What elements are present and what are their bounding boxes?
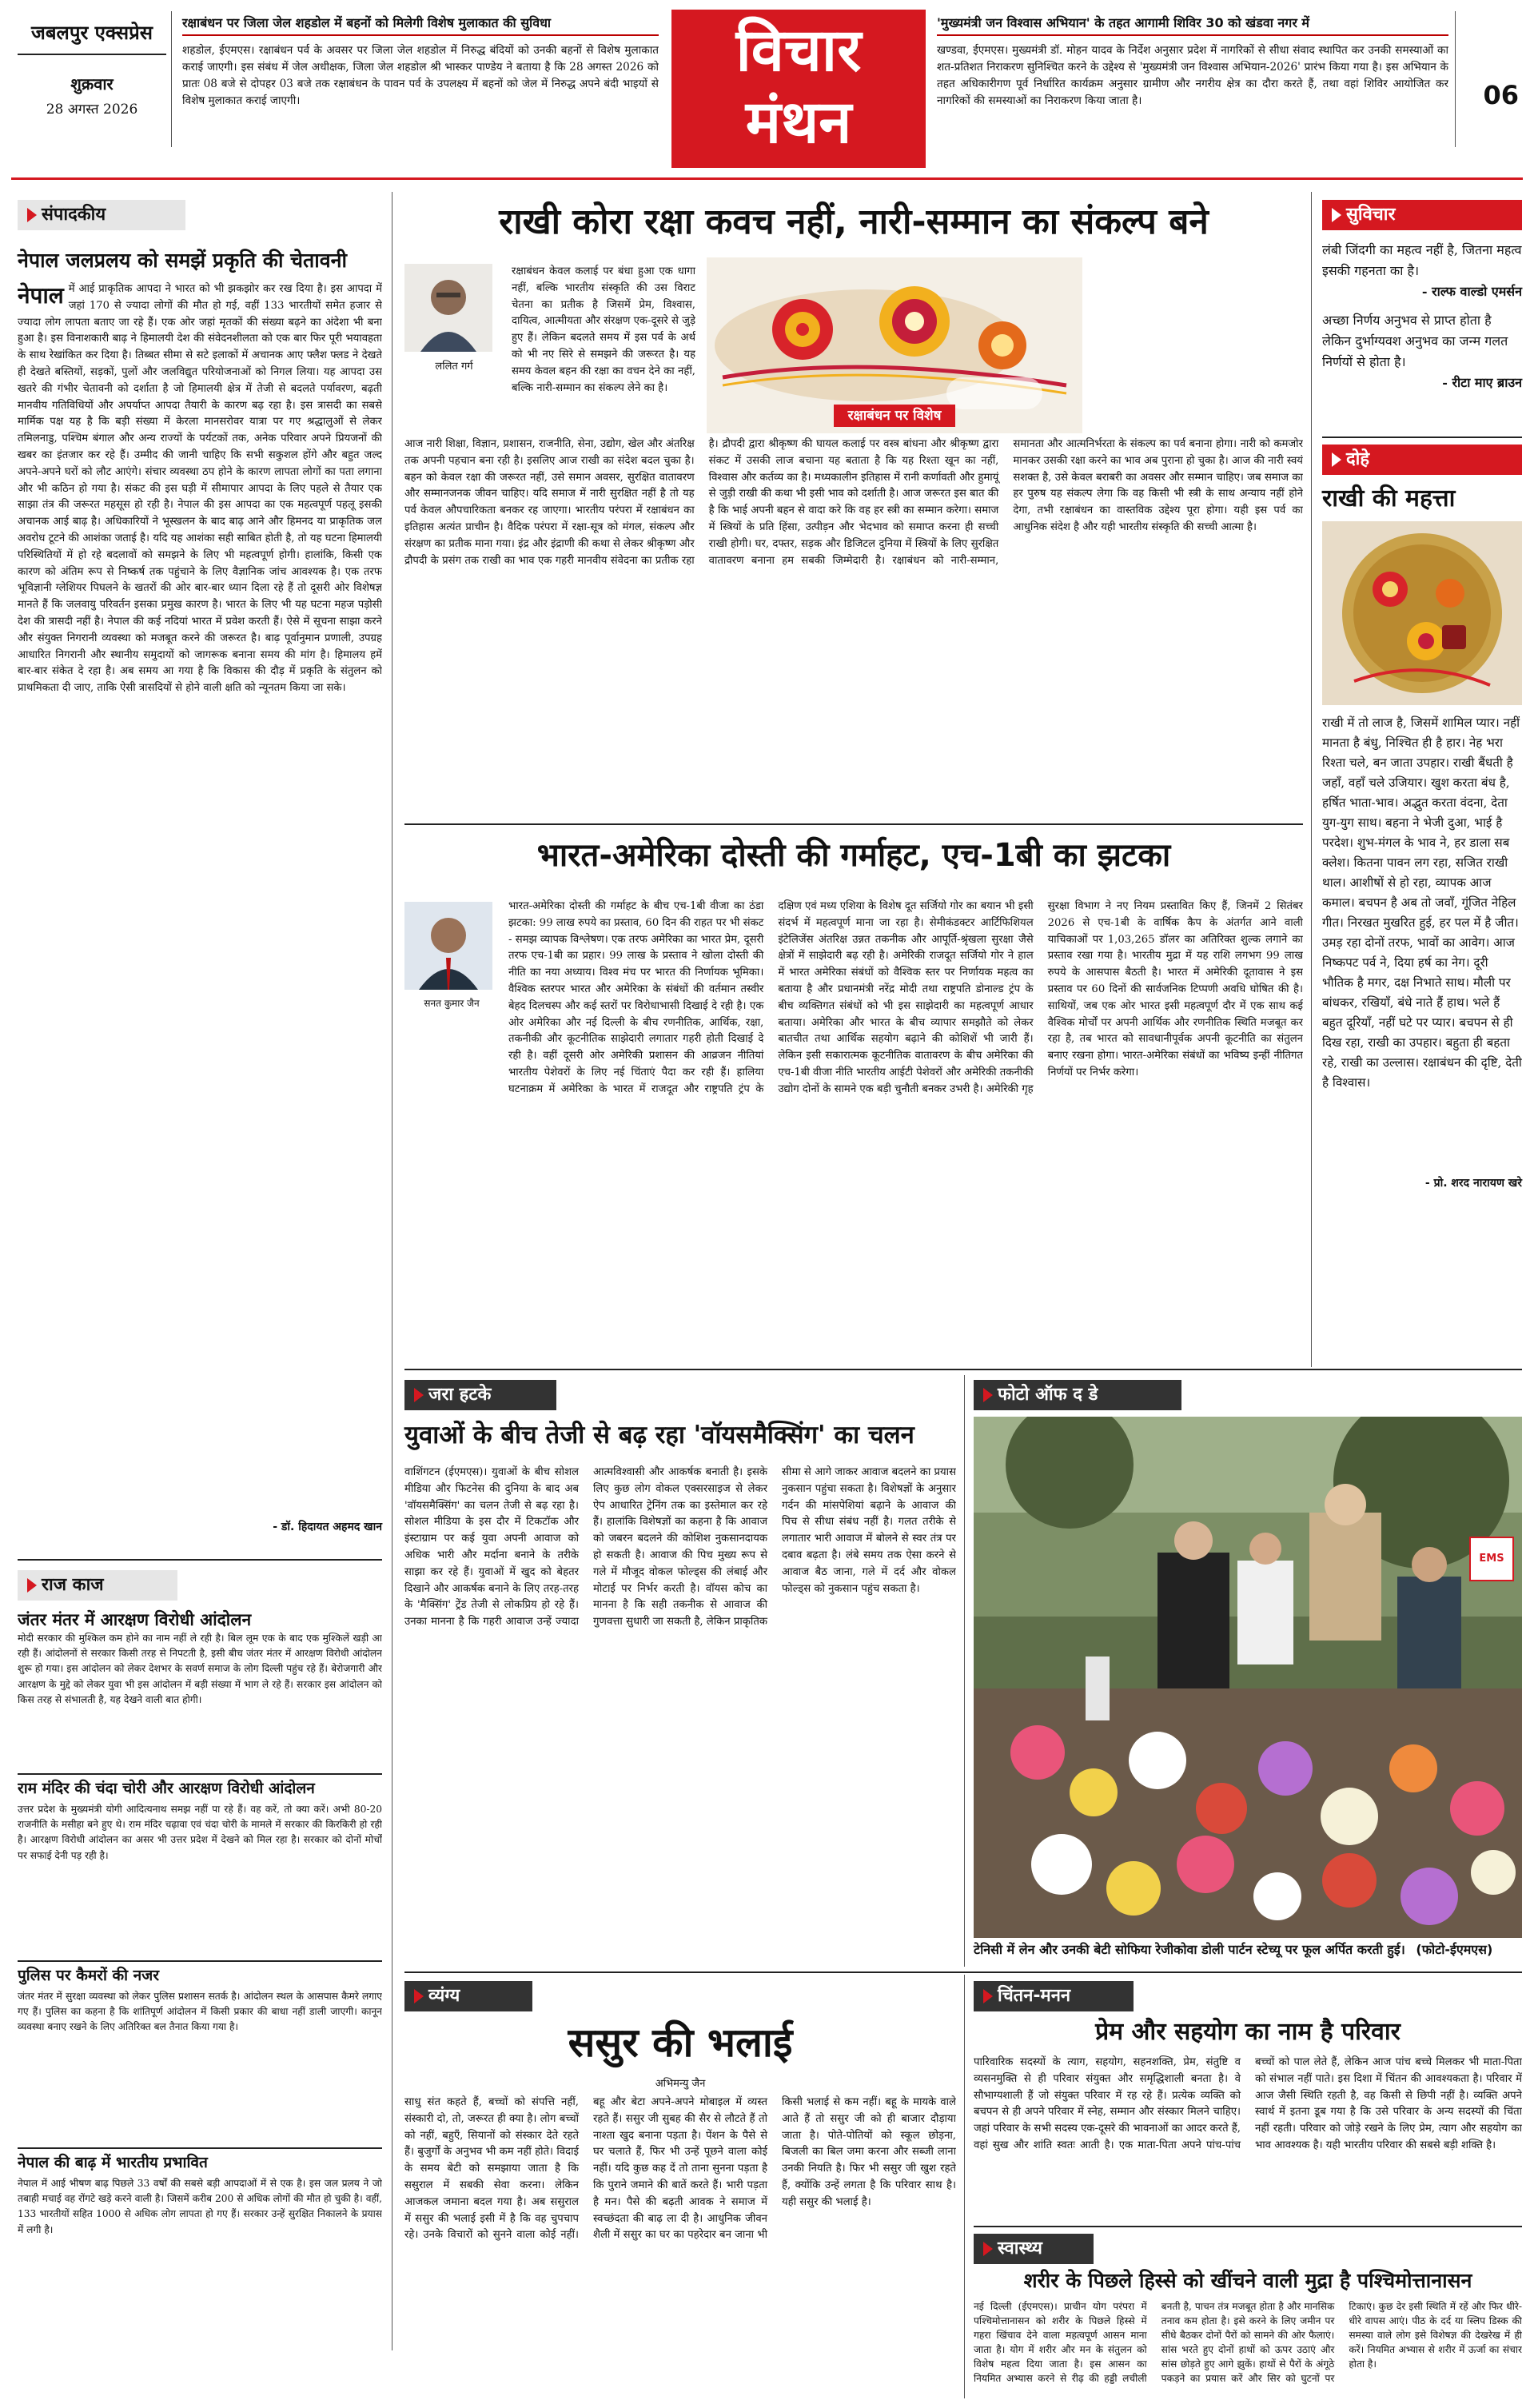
rakhi-body: आज नारी शिक्षा, विज्ञान, प्रशासन, राजनीति, सेना, उद्योग, खेल और अंतरिक्ष तक अपनी पहचान बना रही है। इसलिए आज राखी का संदेश बदल चुका है। बहन को केवल रक्षा की जरूरत नहीं, उसे समान अवसर, सुरक्षित वातावरण और सम्मानजनक जीवन चाहिए। यदि समाज में नारी सुरक्षित नहीं है तो यह पर्व केवल औपचारिकता बनकर रह जाएगा। भारतीय परंपरा में रक्षाबंधन का इतिहास अत्यंत प्राचीन है। वैदिक परंपरा में रक्षा-सूत्र को मंगल, संकल्प और संरक्षण का प्रतीक माना गया। इंद्र और इंद्राणी की कथा से लेकर श्रीकृष्ण और द्रौपदी के प्रसंग तक राखी का भाव एक गहरी मानवीय संवेदना का प्रतीक रहा है। द्रौपदी द्वारा श्रीकृष्ण की घायल कलाई पर वस्त्र बांधना और श्रीकृष्ण द्वारा संकट में उसकी लाज बचाना यह बताता है कि यह रिश्ता खून का नहीं, विश्वास और कर्तव्य का है। मध्यकालीन इतिहास में रानी कर्णावती और हुमायूं से जुड़ी राखी की कथा भी इसी भाव को दर्शाती है। आज जरूरत इस बात की है कि भाई अपनी बहन से वादा करे कि वह हर स्त्री का सम्मान करेगा। समाज में स्त्रियों के प्रति हिंसा, उत्पीड़न और भेदभाव को समाप्त करना ही सच्ची राखी होगी। घर, दफ्तर, सड़क और डिजिटल दुनिया में स्त्रियों के लिए सुरक्षित वातावरण बनाना हम सबकी जिम्मेदारी है। रक्षाबंधन को नारी-सम्मान, समानता और आत्मनिर्भरता के संकल्प का पर्व बनाना होगा। नारी को कमजोर मानकर उसकी रक्षा करने का भाव अब पुराना हो चुका है। आज की नारी स्वयं सशक्त है, उसे केवल बराबरी का अवसर और सम्मान चाहिए। जब समाज का हर पुरुष यह संकल्प लेगा कि वह किसी भी स्त्री के साथ अन्याय नहीं होने देगा, तभी रक्षाबंधन का वास्तविक उद्देश्य पूरा होगा। यही इस पर्व का आधुनिक संदेश है और यही भारतीय संस्कृति की सच्ची आत्मा है। xyxy=(404,438,1303,567)
h1b-body: भारत-अमेरिका दोस्ती की गर्माहट के बीच एच-1बी वीजा का ठंडा झटका: 99 लाख रुपये का प्रस्ताव, 60 दिन की राहत पर भी संकट - समझ व्यापक विश्लेषण। एक तरफ अमेरिका का भारत प्रेम, दूसरी तरफ एच-1बी का प्रहार। 99 लाख के प्रस्ताव ने खोला दोस्ती की नीति का नया अध्याय। विश्व मंच पर भारत की निर्णायक भूमिका। वैश्विक स्तरपर भारत और अमेरिका के संबंधों की वर्तमान तस्वीर बेहद दिलचस्प और कई स्तरों पर विरोधाभासी दिखाई दे रही है। एक ओर अमेरिका और नई दिल्ली के बीच रणनीतिक, आर्थिक, रक्षा, तकनीकी और कूटनीतिक साझेदारी लगातार गहरी होती दिखाई दे रही है। वहीं दूसरी ओर अमेरिकी प्रशासन की आव्रजन नीतियां भारतीय पेशेवरों के लिए नई चिंताएं पैदा कर रही हैं। हालिया घटनाक्रम में अमेरिका के भारत में राजदूत और राष्ट्रपति ट्रंप के दक्षिण एवं मध्य एशिया के विशेष दूत सर्जियो गोर का बयान भी इसी संदर्भ में महत्वपूर्ण माना जा रहा है। सेमीकंडक्टर आर्टिफिशियल इंटेलिजेंस अंतरिक्ष उन्नत तकनीक और आपूर्ति-श्रृंखला सुरक्षा जैसे क्षेत्रों में साझेदारी बढ़ रही है। अमेरिकी राजदूत सर्जियो गोर ने हाल में भारत अमेरिका संबंधों को वैश्विक स्तर पर निर्णायक महत्व का बताया है और प्रधानमंत्री नरेंद्र मोदी तथा राष्ट्रपति डोनाल्ड ट्रंप के बीच व्यक्तिगत संबंधों को भी इस साझेदारी का महत्वपूर्ण आधार बताया। अमेरिका और भारत के बीच व्यापार समझौते को लेकर बातचीत तथा आर्थिक सहयोग बढ़ाने की कोशिशें भी जारी हैं। लेकिन इसी सकारात्मक कूटनीतिक वातावरण के बीच अमेरिका की एच-1बी वीजा नीति भारतीय आईटी पेशेवरों और अमेरिकी तकनीकी उद्योग दोनों के सामने एक बड़ी चुनौती बनकर उभरी है। अमेरिकी गृह सुरक्षा विभाग ने नए नियम प्रस्तावित किए हैं, जिनमें 2 सितंबर 2026 से एच-1बी के वार्षिक कैप के अंतर्गत आने वाली याचिकाओं पर 1,03,265 डॉलर का अतिरिक्त शुल्क लगाने का प्रस्ताव रखा गया है। भारतीय मुद्रा में यह राशि लगभग 99 लाख रुपये के आसपास बैठती है। भारत में अमेरिकी दूतावास ने इस प्रस्ताव पर 60 दिनों की सार्वजनिक टिप्पणी अवधि घोषित की है। साथियों, जब एक ओर भारत इसी महत्वपूर्ण दौर में एक साथ कई वैश्विक मोर्चों पर अपनी आर्थिक और रणनीतिक स्थिति मजबूत कर रहा है, तब भारत को सावधानीपूर्वक अपनी कूटनीति का संतुलन बनाए रखना होगा। भारत-अमेरिका संबंधों का भविष्य इन्हीं नीतिगत निर्णयों पर निर्भर करेगा। xyxy=(508,900,1303,1095)
h1b-body-wrap xyxy=(404,899,1303,1346)
top-left-body: शहडोल, ईएमएस। रक्षाबंधन पर्व के अवसर पर जिला जेल शहडोल में निरुद्ध बंदियों को उनकी बहनों से विशेष मुलाकात कराई जाएगी। इस संबंध में जेल अधीक्षक, जिला जेल शहडोल श्री भास्कर पाण्डेय ने बताया है कि 28 अगस्त 2026 को प्रातः 08 बजे से दोपहर 03 बजे तक रक्षाबंधन के पावन पर्व के उपलक्ष्य में बहनों को जेल में निरुद्ध अपने बंदी भाइयों से विशेष मुलाकात कराई जाएगी। xyxy=(182,44,659,107)
dohe-verses: राखी में तो लाज है, जिसमें शामिल प्यार। नहीं मानता है बंधु, निश्चित ही है हार। नेह भरा रिश्ता चले, बन जाता उपहार। राखी बैंधती है जहाँ, वहाँ चले उजियार। खुश करता बंध है, हर्षित भाता-भाव। अद्भुत करता वंदना, देता युग-युग साथ। बहना ने भेजी दुआ, भाई है परदेश। शुभ-मंगल के भाव ने, हर डाला सब क्लेश। कितना पावन लग रहा, सजित राखी थाल। आशीषों से हो रहा, व्यापक आज कमाल। बचपन है अब तो जवाँ, गूंजित नेहिल गीत। निरखत मुखरित हुई, हर पल में है जीत। उमड़ रहा दोनों तरफ, भावों का आवेग। आज निष्कपट पर्व ने, दिया हर्ष का नेग। दूरी भौतिक है मगर, दक्ष निभाते साथ। मौली पर बांधकर, रखियाँ, बंधे नाते हैं हाथ। भले हैं बहुत दूरियाँ, नहीं घटे पर प्यार। बचपन से ही दिख रहा, राखी का उपहार। बहुता ही बहता रहे, राखी का उल्लास। रक्षाबंधन की दृष्टि, देती है विश्वास। xyxy=(1322,716,1522,1090)
divider xyxy=(1311,192,1312,1367)
health-headline: शरीर के पिछले हिस्से को खींचने वाली मुद्रा है पश्चिमोत्तानासन xyxy=(1023,2269,1472,2292)
tag-photo-of-day: फोटो ऑफ द डे xyxy=(974,1380,1181,1410)
tag-editorial: संपादकीय xyxy=(18,200,185,230)
quote-1 xyxy=(1322,240,1522,302)
rajkaaj-headline-3: पुलिस पर कैमरों की नजर xyxy=(18,1960,382,1986)
rakhi-photo xyxy=(707,257,1082,433)
author-portrait xyxy=(404,264,492,352)
section-rule xyxy=(404,1971,1522,1973)
editorial-article xyxy=(18,281,382,1545)
top-right-headline: 'मुख्यमंत्री जन विश्वास अभियान' के तहत आगामी शिविर 30 को खंडवा नगर में xyxy=(937,14,1448,36)
tag-dohe: दोहे xyxy=(1322,445,1522,475)
quote-2-author: - रीटा माए ब्राउन xyxy=(1442,375,1522,390)
issue-day: शुक्रवार xyxy=(70,74,114,94)
tag-zara-hatke: जरा हटके xyxy=(404,1380,556,1410)
dateline-box xyxy=(18,14,166,142)
top-left-headline: रक्षाबंधन पर जिला जेल शहडोल में बहनों को मिलेगी विशेष मुलाकात की सुविधा xyxy=(182,14,659,36)
editorial-headline: नेपाल जलप्रलय को समझें प्रकृति की चेतावनी xyxy=(18,249,347,272)
rakhi-author-name: ललित गर्ग xyxy=(435,361,473,373)
editorial-dropcap: नेपाल xyxy=(18,282,64,309)
masthead-rule xyxy=(11,177,1523,180)
quote-1-author: - राल्फ वाल्डो एमर्सन xyxy=(1421,284,1522,299)
rajkaaj-headline-1: जंतर मंतर में आरक्षण विरोधी आंदोलन xyxy=(18,1610,252,1629)
voice-body-wrap xyxy=(404,1465,956,1952)
section-rule xyxy=(1322,437,1522,438)
rajkaaj-body-4: नेपाल में आई भीषण बाढ़ पिछले 33 वर्षों की सबसे बड़ी आपदाओं में से एक है। इस जल प्रलय ने जो तबाही मचाई वह रोंगटे खड़े करने वाली है। जिसमें करीब 200 से अधिक लोगों की मौत हो चुकी है। वहीं, 133 भारतीयों सहित 1000 से अधिक लोग लापता हो गए हैं। सरकार उन्हें सुरक्षित निकालने के प्रयास में लगी है। xyxy=(18,2178,382,2235)
rakhi-author-box xyxy=(404,264,504,376)
puja-thali-illustration xyxy=(1322,521,1522,705)
paper-name: जबलपुर एक्सप्रेस xyxy=(18,14,166,55)
voice-body: वाशिंगटन (ईएमएस)। युवाओं के बीच सोशल मीडिया और फिटनेस की दुनिया के बाद अब 'वॉयसमैक्सिंग' का चलन तेजी से बढ़ रहा है। सोशल मीडिया के इस दौर में टिकटॉक और इंस्टाग्राम पर कई युवा अपनी आवाज को अधिक भारी और मर्दाना बनाने के तरीके साझा कर रहे हैं। युवाओं में खुद को बेहतर दिखाने और आकर्षक बनाने के लिए तरह-तरह के 'मैक्सिंग' ट्रेंड तेजी से लोकप्रिय हो रहे हैं। उनका मानना है कि गहरी आवाज उन्हें ज्यादा आत्मविश्वासी और आकर्षक बनाती है। इसके लिए कुछ लोग वोकल एक्सरसाइज से लेकर ऐप आधारित ट्रेनिंग तक का इस्तेमाल कर रहे हैं। हालांकि विशेषज्ञों का कहना है कि आवाज को जबरन बदलने की कोशिश नुकसानदायक हो सकती है। आवाज की पिच मुख्य रूप से गले में मौजूद वोकल फोल्ड्स की लंबाई और मोटाई पर निर्भर करती है। वॉयस कोच का मानना है कि सही तकनीक से आवाज की गुणवत्ता सुधारी जा सकती है, लेकिन प्राकृतिक सीमा से आगे जाकर आवाज बदलने का प्रयास नुकसान पहुंचा सकता है। विशेषज्ञों के अनुसार गर्दन की मांसपेशियां बढ़ाने के आवाज की पिच से सीधा संबंध नहीं है। गलत तरीके से लगातार भारी आवाज में बोलने से स्वर तंत्र पर दबाव बढ़ता है। लंबे समय तक ऐसा करने से आवाज बैठ जाना, गले में दर्द और वोकल फोल्ड्स को नुकसान पहुंच सकता है। xyxy=(404,1466,956,1629)
issue-date: 28 अगस्त 2026 xyxy=(46,102,138,118)
photo-of-day xyxy=(974,1417,1522,1938)
chintan-body-wrap xyxy=(974,2055,1522,2223)
chintan-body: पारिवारिक सदस्यों के त्याग, सहयोग, सहनशक्ति, प्रेम, संतुष्टि व व्यसनमुक्ति से ही परिवार संयुक्त और समृद्धिशाली बनता है। वे सौभाग्यशाली हैं जो संयुक्त परिवार में रह रहे हैं। प्रत्येक व्यक्ति को बचपन से ही अपने परिवार में स्नेह, सम्मान और संस्कार मिलने चाहिए। जहां परिवार के सभी सदस्य एक-दूसरे की भावनाओं का आदर करते हैं, वहां सुख और शांति स्वतः आती है। एक माता-पिता अपने पांच-पांच बच्चों को पाल लेते हैं, लेकिन आज पांच बच्चे मिलकर भी माता-पिता को संभाल नहीं पाते। इस दिशा में चिंतन की आवश्यकता है। परिवार में आज जैसी स्थिति रहती है, वह किसी से छिपी नहीं है। व्यक्ति अपने स्वार्थ में इतना डूब गया है कि उसे परिवार के अन्य सदस्यों की चिंता नहीं रहती। परिवार को जोड़े रखने के लिए प्रेम, त्याग और सहयोग का भाव आवश्यक है। यही भारतीय परिवार की सबसे बड़ी शक्ति है। xyxy=(974,2056,1522,2151)
vyangya-author: अभिमन्यु जैन xyxy=(655,2078,706,2090)
logo-line-2: मंथन xyxy=(745,88,852,157)
rakhi-headline: राखी कोरा रक्षा कवच नहीं, नारी-सम्मान का संकल्प बने xyxy=(499,201,1209,242)
quote-1-text: लंबी जिंदगी का महत्व नहीं है, जितना महत्व इसकी गहनता का है। xyxy=(1322,242,1522,278)
vyangya-body: साधु संत कहते हैं, बच्चों को संपत्ति नहीं, संस्कारी दो, तो, जरूरत ही क्या है। लोग बच्चों को नहीं, बहुएँ, सियानों को संस्कार देते रहते हैं। बुजुर्गों के अनुभव भी कम नहीं होते। विदाई के समय बेटी को समझाया जाता है कि ससुराल में सबकी सेवा करना। लेकिन आजकल जमाना बदल गया है। अब ससुराल में ससुर की भलाई इसी में है कि वह चुपचाप रहे। उनके विचारों को सुनने वाला कोई नहीं। बहू और बेटा अपने-अपने मोबाइल में व्यस्त रहते हैं। ससुर जी सुबह की सैर से लौटते हैं तो नाश्ता खुद बनाना पड़ता है। पेंशन के पैसे से घर चलाते हैं, फिर भी उन्हें पूछने वाला कोई नहीं। यदि कुछ कह दें तो ताना सुनना पड़ता है कि पुराने जमाने की बातें करते हैं। भारी पड़ता है मन। पैसे की बढ़ती आवक ने समाज में स्वच्छंदता की बाढ़ ला दी है। आधुनिक जीवन शैली में ससुर का घर का पहरेदार बन जाना भी किसी भलाई से कम नहीं। बहू के मायके वाले आते हैं तो ससुर जी को ही बाजार दौड़ाया जाता है। पोते-पोतियों को स्कूल छोड़ना, बिजली का बिल जमा करना और सब्जी लाना उनकी नियति है। फिर भी ससुर जी खुश रहते हैं, क्योंकि उन्हें लगता है कि परिवार साथ है। यही ससुर की भलाई है। xyxy=(404,2096,956,2242)
dohe-photo xyxy=(1322,521,1522,705)
logo-line-1: विचार xyxy=(735,16,862,85)
page-number: 06 xyxy=(1483,80,1519,110)
tag-chintan: चिंतन-मनन xyxy=(974,1981,1134,2011)
vyangya-headline: ससुर की भलाई xyxy=(568,2019,793,2066)
divider xyxy=(171,11,172,147)
tag-rajkaaj: राज काज xyxy=(18,1570,177,1601)
memorial-flowers-photo xyxy=(974,1417,1522,1938)
divider xyxy=(964,1975,965,2398)
top-right-body: खण्डवा, ईएमएस। मुख्यमंत्री डॉ. मोहन यादव के निर्देश अनुसार प्रदेश में नागरिकों से सीधा संवाद स्थापित कर उनकी समस्याओं का शत-प्रतिशत निराकरण सुनिश्चित करने के उद्देश्य से 'मुख्यमंत्री जन विश्वास अभियान-2026' प्रारंभ किया गया है। इस अभियान के तहत अधिकारीगण पूर्व निर्धारित कार्यक्रम अनुसार ग्रामीण और नगरीय क्षेत्र का दौरा करते हैं, तथा वहां शिविर आयोजित कर नागरिकों की समस्याओं का निराकरण किया जाता है। xyxy=(937,44,1448,107)
photo-caption-text: टेनिसी में लेन और उनकी बेटी सोफिया रेजीकोवा डोली पार्टन स्टेच्यू पर फूल अर्पित करती हुई। xyxy=(974,1942,1405,1957)
health-body: नई दिल्ली (ईएमएस)। प्राचीन योग परंपरा में पश्चिमोत्तानासन को शरीर के पिछले हिस्से में गहरा खिंचाव देने वाला महत्वपूर्ण आसन माना जाता है। योग में शरीर और मन के संतुलन को विशेष महत्व दिया जाता है। इस आसन का नियमित अभ्यास करने से रीढ़ की हड्डी लचीली बनती है, पाचन तंत्र मजबूत होता है और मानसिक तनाव कम होता है। इसे करने के लिए जमीन पर सीधे बैठकर दोनों पैरों को सामने की ओर फैलाएं। सांस भरते हुए दोनों हाथों को ऊपर उठाएं और सांस छोड़ते हुए आगे झुकें। हाथों से पैरों के अंगूठे पकड़ने का प्रयास करें और सिर को घुटनों पर टिकाएं। कुछ देर इसी स्थिति में रहें और फिर धीरे-धीरे वापस आएं। पीठ के दर्द या स्लिप डिस्क की समस्या वाले लोग इसे विशेषज्ञ की देखरेख में ही करें। नियमित अभ्यास से शरीर में ऊर्जा का संचार होता है। xyxy=(974,2301,1522,2384)
rakhi-intro: रक्षाबंधन केवल कलाई पर बंधा हुआ एक धागा नहीं, बल्कि भारतीय संस्कृति की उस विराट चेतना का प्रतीक है जिसमें प्रेम, विश्वास, दायित्व, आत्मीयता और संरक्षण एक-दूसरे से जुड़े हुए हैं। लेकिन बदलते समय में इस पर्व के अर्थ को भी नए सिरे से समझने की जरूरत है। यह समय केवल बहन की रक्षा का वचन देने का नहीं, बल्कि नारी-सम्मान का संकल्प लेने का है। xyxy=(512,265,695,394)
ems-badge: EMS xyxy=(1469,1537,1514,1581)
divider xyxy=(1455,11,1456,147)
editorial-headline-wrap xyxy=(18,248,382,273)
rajkaaj-headline-4: नेपाल की बाढ़ में भारतीय प्रभावित xyxy=(18,2147,382,2173)
rajkaaj-body-3: जंतर मंतर में सुरक्षा व्यवस्था को लेकर पुलिस प्रशासन सतर्क है। आंदोलन स्थल के आसपास कैमरे लगाए गए हैं। पुलिस का कहना है कि शांतिपूर्ण आंदोलन में किसी प्रकार की बाधा नहीं डाली जाएगी। कानून व्यवस्था बनाए रखने के लिए अतिरिक्त बल तैनात किया गया है। xyxy=(18,1991,382,2033)
tag-suvichar: सुविचार xyxy=(1322,200,1522,230)
top-left-story xyxy=(182,14,659,150)
editorial-text: में आई प्राकृतिक आपदा ने भारत को भी झकझोर कर रख दिया है। इस आपदा में जहां 170 से ज्यादा लोगों की मौत हो गई, वहीं 133 भारतीयों समेत हजार से ज्यादा लोग लापता बताए जा रहे हैं। एक ओर जहां मृतकों की संख्या बढ़ने का अंदेशा भी बना हुआ है। इस विनाशकारी बाढ़ ने हिमालयी देश की संवेदनशीलता को एक बार फिर पूरी भयावहता के साथ रेखांकित कर दिया है। तिब्बत सीमा से सटे इलाकों में अचानक आए फ्लैश फ्लड ने देखते ही देखते बस्तियों, सड़कों, पुलों और जलविद्युत परियोजनाओं को निगल लिया। यह आपदा उस खतरे की गंभीर चेतावनी को दर्शाता है जो हिमालयी क्षेत्र में तेजी से बदलते पर्यावरण, बढ़ती मानवीय गतिविधियों और अपर्याप्त आपदा तैयारी के कारण बढ़ रहा है। इस त्रासदी का सबसे मार्मिक पक्ष यह है कि बड़ी संख्या में केरला मानसरोवर यात्रा पर गए श्रद्धालुओं से लेकर तमिलनाडु, पश्चिम बंगाल और अन्य राज्यों के पर्यटकों तक, अनेक परिवार अपने प्रियजनों की खबर का इंतजार कर रहे हैं। उम्मीद की जानी चाहिए कि सभी सकुशल होंगे और बहुत जल्द अपने-अपने घरों को लौट आएंगे। संचार व्यवस्था ठप होने के कारण लापता लोगों का पता लगाना और भी कठिन हो गया है। संकट की इस घड़ी में सीमापार आपदा के लिए पहले से तैयार एक साझा तंत्र की जरूरत महसूस हो रही है। नेपाल की इस आपदा का एक महत्वपूर्ण पहलू इसकी अचानक आई बाढ़ है। अधिकारियों ने भूस्खलन के बाद बाढ़ आने और हिमनद या प्राकृतिक जल अवरोध टूटने की आशंका जताई है। यदि यह आशंका सही साबित होती है, तो यह घटना हिमालयी परिस्थितियों में हो रहे बदलावों को समझने के लिए भी महत्वपूर्ण होगी। हालांकि, किसी एक कारण को अंतिम रूप से निष्कर्ष तक पहुंचाने के लिए वैज्ञानिक जांच आवश्यक है। एक तरफ भूविज्ञानी ग्लेशियर पिघलने के खतरों की ओर बार-बार ध्यान दिला रहे हैं तो दूसरी ओर विशेषज्ञ मानते हैं कि जलवायु परिवर्तन इसका प्रमुख कारण है। भारत के लिए भी यह घटना महज पड़ोसी देश की त्रासदी नहीं है। नेपाल की कई नदियां भारत में प्रवेश करती हैं। ऐसे में सूचना साझा करने और संयुक्त निगरानी व्यवस्था को मजबूत करने की जरूरत है। बाढ़ पूर्वानुमान प्रणाली, उपग्रह आधारित निगरानी और स्थानीय समुदायों को जागरूक बनाना समय की मांग है। हिमालय हमें बार-बार संकेत दे रहा है। अब समय आ गया है कि विकास की दौड़ में प्रकृति के संतुलन को प्राथमिकता दी जाए, ताकि ऐसी त्रासदियों से होने वाली क्षति को न्यूनतम किया जा सके। xyxy=(18,283,382,695)
tag-vyangya: व्यंग्य xyxy=(404,1981,532,2011)
divider xyxy=(964,1375,965,1967)
h1b-author-name: सनत कुमार जैन xyxy=(424,998,480,1009)
photo-credit: (फोटो-ईएमएस) xyxy=(1416,1942,1493,1957)
rajkaaj-body-2: उत्तर प्रदेश के मुख्यमंत्री योगी आदित्यनाथ समझ नहीं पा रहे हैं। वह करें, तो क्या करें। अभी 80-20 राजनीति के मसीहा बने हुए थे। राम मंदिर चढ़ावा एवं चंदा चोरी के मामले में सरकार की किरकिरी हो रही है। आरक्षण विरोधी आंदोलन का असर भी उत्तर प्रदेश में देखने को मिल रहा है। सरकार को दोनों मोर्चों पर सफाई देनी पड़ रही है। xyxy=(18,1804,382,1861)
rajkaaj-body-1: मोदी सरकार की मुश्किल कम होने का नाम नहीं ले रही है। बिल लूम एक के बाद एक मुश्किलें खड़ी आ रही हैं। आंदोलनों से सरकार किसी तरह से निपटती है, इसी बीच जंतर मंतर में आरक्षण विरोधी आंदोलन शुरू हो गया। इस आंदोलन को लेकर देशभर के सवर्ण समाज के लोग दिल्ली पहुंच रहे हैं। बेरोजगारी और आरक्षण के मुद्दे को लेकर युवा भी इस आंदोलन में बड़ी संख्या में भाग ले रहे हैं। सरकार इस आंदोलन को किस तरह से संभालती है, यह देखने वाली बात होगी। xyxy=(18,1633,382,1705)
h1b-headline: भारत-अमेरिका दोस्ती की गर्माहट, एच-1बी का झटका xyxy=(536,837,1171,874)
quote-2 xyxy=(1322,310,1522,393)
editorial-author: - डॉ. हिदायत अहमद खान xyxy=(273,1521,382,1533)
health-body-wrap xyxy=(974,2299,1522,2400)
section-logo xyxy=(671,10,926,168)
voice-headline: युवाओं के बीच तेजी से बढ़ रहा 'वॉयसमैक्सिंग' का चलन xyxy=(404,1421,914,1449)
dohe-headline: राखी की महत्ता xyxy=(1322,484,1456,512)
chintan-headline: प्रेम और सहयोग का नाम है परिवार xyxy=(1095,2018,1401,2046)
rakhi-photo-label: रक्षाबंधन पर विशेष xyxy=(834,405,956,427)
tag-health: स्वास्थ्य xyxy=(974,2234,1094,2264)
editorial-body xyxy=(18,281,382,1511)
section-rule xyxy=(404,823,1303,825)
rajkaaj-column xyxy=(18,1609,382,2392)
suvichar-box xyxy=(1322,240,1522,393)
section-rule xyxy=(974,2226,1522,2227)
section-rule xyxy=(18,1559,382,1561)
section-rule xyxy=(404,1369,1522,1370)
rajkaaj-headline-2: राम मंदिर की चंदा चोरी और आरक्षण विरोधी आंदोलन xyxy=(18,1773,382,1799)
top-right-story xyxy=(937,14,1448,150)
photo-caption xyxy=(974,1941,1522,1959)
rakhi-body-wrap xyxy=(404,437,1303,812)
vyangya-body-wrap xyxy=(404,2095,956,2398)
dohe-author: - प्रो. शरद नारायण खरे xyxy=(1424,1177,1522,1190)
quote-2-text: अच्छा निर्णय अनुभव से प्राप्त होता है लेकिन दुर्भाग्यवश अनुभव का जन्म गलत निर्णयों से होता है। xyxy=(1322,313,1508,369)
